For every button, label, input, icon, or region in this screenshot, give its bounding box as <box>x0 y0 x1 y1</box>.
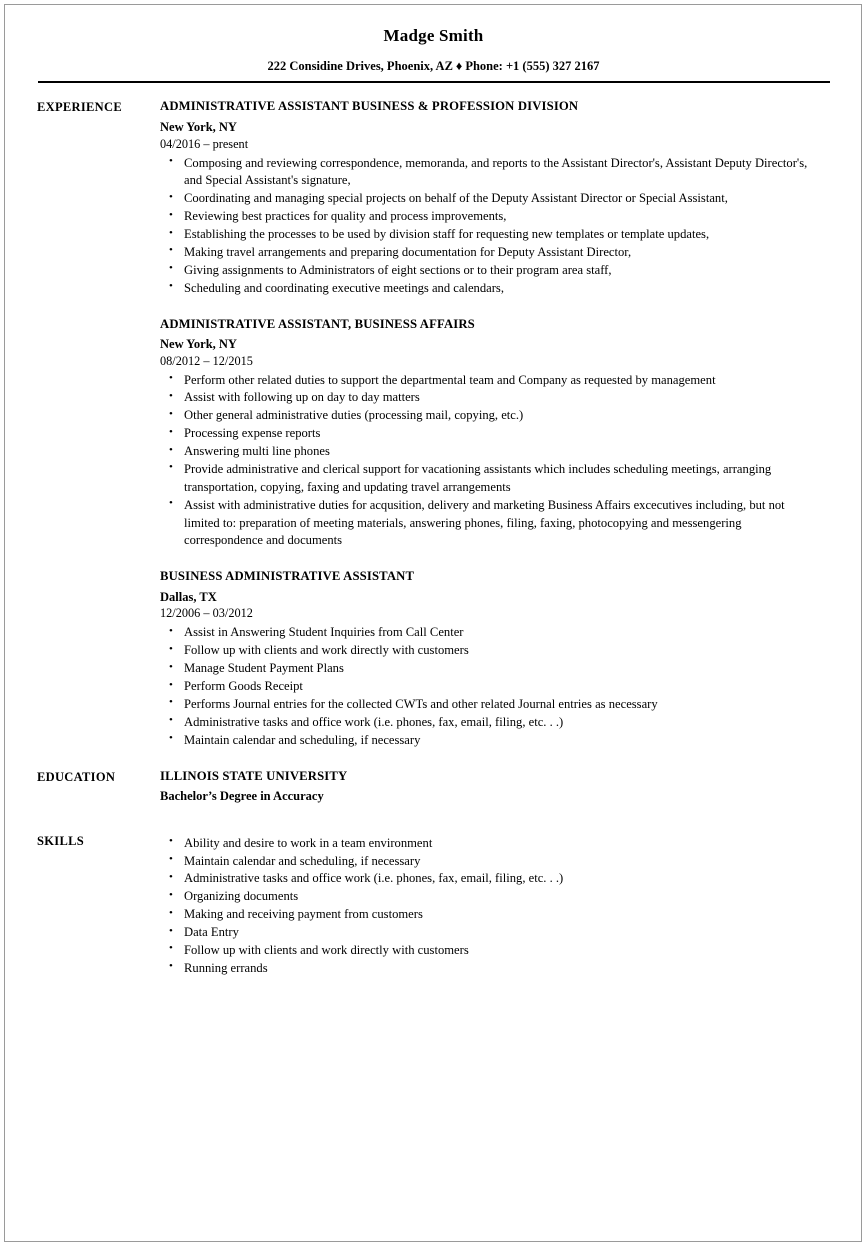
job-dates: 08/2012 – 12/2015 <box>160 353 253 368</box>
job-bullet: • Answering multi line phones <box>160 443 811 461</box>
skill-bullet: • Maintain calendar and scheduling, if necessary <box>160 853 811 871</box>
spacer <box>37 805 830 833</box>
skill-bullet: • Making and receiving payment from customers <box>160 906 811 924</box>
job-bullet-list <box>160 372 811 551</box>
job-bullet: • Administrative tasks and office work (i.e. phones, fax, email, filing, etc. . .) <box>160 714 811 732</box>
job-bullet-list <box>160 155 811 298</box>
contact-line <box>37 46 830 74</box>
job-entry <box>160 317 811 551</box>
skills-bullet-list <box>160 835 811 978</box>
job-bullet: • Follow up with clients and work directly with customers <box>160 642 811 660</box>
resume-header <box>37 22 830 83</box>
job-bullet: • Making travel arrangements and preparing documentation for Deputy Assistant Director, <box>160 244 811 262</box>
job-bullet: • Processing expense reports <box>160 425 811 443</box>
job-location: Dallas, TX <box>160 590 217 605</box>
skill-bullet: • Running errands <box>160 960 811 978</box>
job-bullet: • Other general administrative duties (processing mail, copying, etc.) <box>160 407 811 425</box>
skill-bullet: • Organizing documents <box>160 888 811 906</box>
spacer <box>160 298 811 317</box>
job-bullet: • Giving assignments to Administrators of eight sections or to their program area staff, <box>160 262 811 280</box>
education-section <box>37 769 830 805</box>
job-bullet: • Coordinating and managing special projects on behalf of the Deputy Assistant Director or Special Assistant, <box>160 190 811 208</box>
job-location: New York, NY <box>160 337 237 352</box>
section-label-experience: EXPERIENCE <box>37 100 122 115</box>
job-title: ADMINISTRATIVE ASSISTANT BUSINESS & PROFESSION DIVISION <box>160 99 579 114</box>
job-title: ADMINISTRATIVE ASSISTANT, BUSINESS AFFAIRS <box>160 316 475 331</box>
spacer <box>160 550 811 569</box>
job-dates: 04/2016 – present <box>160 136 249 151</box>
contact-phone: Phone: +1 (555) 327 2167 <box>465 59 600 74</box>
job-bullet-list <box>160 624 811 749</box>
experience-entries <box>160 99 811 749</box>
job-bullet: • Provide administrative and clerical support for vacationing assistants which includes scheduling meetings, arranging transportation, copying, faxing and updating travel arrangements <box>160 461 811 497</box>
job-bullet: • Performs Journal entries for the collected CWTs and other related Journal entries as necessary <box>160 696 811 714</box>
job-bullet: • Perform Goods Receipt <box>160 678 811 696</box>
skill-bullet: • Data Entry <box>160 924 811 942</box>
skill-bullet: • Ability and desire to work in a team environment <box>160 835 811 853</box>
education-entry <box>160 769 811 805</box>
job-bullet: • Composing and reviewing correspondence, memoranda, and reports to the Assistant Director's, Assistant Deputy Director's, and Special Assistant's signature, <box>160 155 811 191</box>
skills-entries <box>160 833 811 978</box>
section-label-skills: SKILLS <box>37 833 84 848</box>
job-entry <box>160 569 811 749</box>
job-bullet: • Perform other related duties to support the departmental team and Company as requested by management <box>160 372 811 390</box>
diamond-icon: ♦ <box>455 59 463 74</box>
job-bullet: • Assist with administrative duties for acqusition, delivery and marketing Business Affairs excecutives including, but not limited to: preparation of meeting materials, answering phones, filing, faxing, photocopying and messengering correspondence and documents <box>160 497 811 551</box>
education-school: ILLINOIS STATE UNIVERSITY <box>160 768 348 783</box>
job-bullet: • Establishing the processes to be used by division staff for requesting new templates or template updates, <box>160 226 811 244</box>
candidate-name: Madge Smith <box>383 26 484 45</box>
section-label-education: EDUCATION <box>37 769 116 784</box>
job-bullet: • Maintain calendar and scheduling, if necessary <box>160 732 811 750</box>
job-entry <box>160 99 811 297</box>
skill-bullet: • Follow up with clients and work directly with customers <box>160 942 811 960</box>
contact-address: 222 Considine Drives, Phoenix, AZ <box>267 59 453 74</box>
job-bullet: • Scheduling and coordinating executive meetings and calendars, <box>160 280 811 298</box>
experience-section <box>37 83 830 749</box>
job-bullet: • Assist with following up on day to day matters <box>160 389 811 407</box>
skills-section <box>37 833 830 978</box>
spacer <box>37 750 830 769</box>
job-dates: 12/2006 – 03/2012 <box>160 606 253 621</box>
skill-bullet: • Administrative tasks and office work (i.e. phones, fax, email, filing, etc. . .) <box>160 870 811 888</box>
job-title: BUSINESS ADMINISTRATIVE ASSISTANT <box>160 569 415 584</box>
education-degree: Bachelor’s Degree in Accuracy <box>160 789 324 804</box>
job-location: New York, NY <box>160 120 237 135</box>
job-bullet: • Assist in Answering Student Inquiries from Call Center <box>160 624 811 642</box>
job-bullet: • Manage Student Payment Plans <box>160 660 811 678</box>
job-bullet: • Reviewing best practices for quality and process improvements, <box>160 208 811 226</box>
